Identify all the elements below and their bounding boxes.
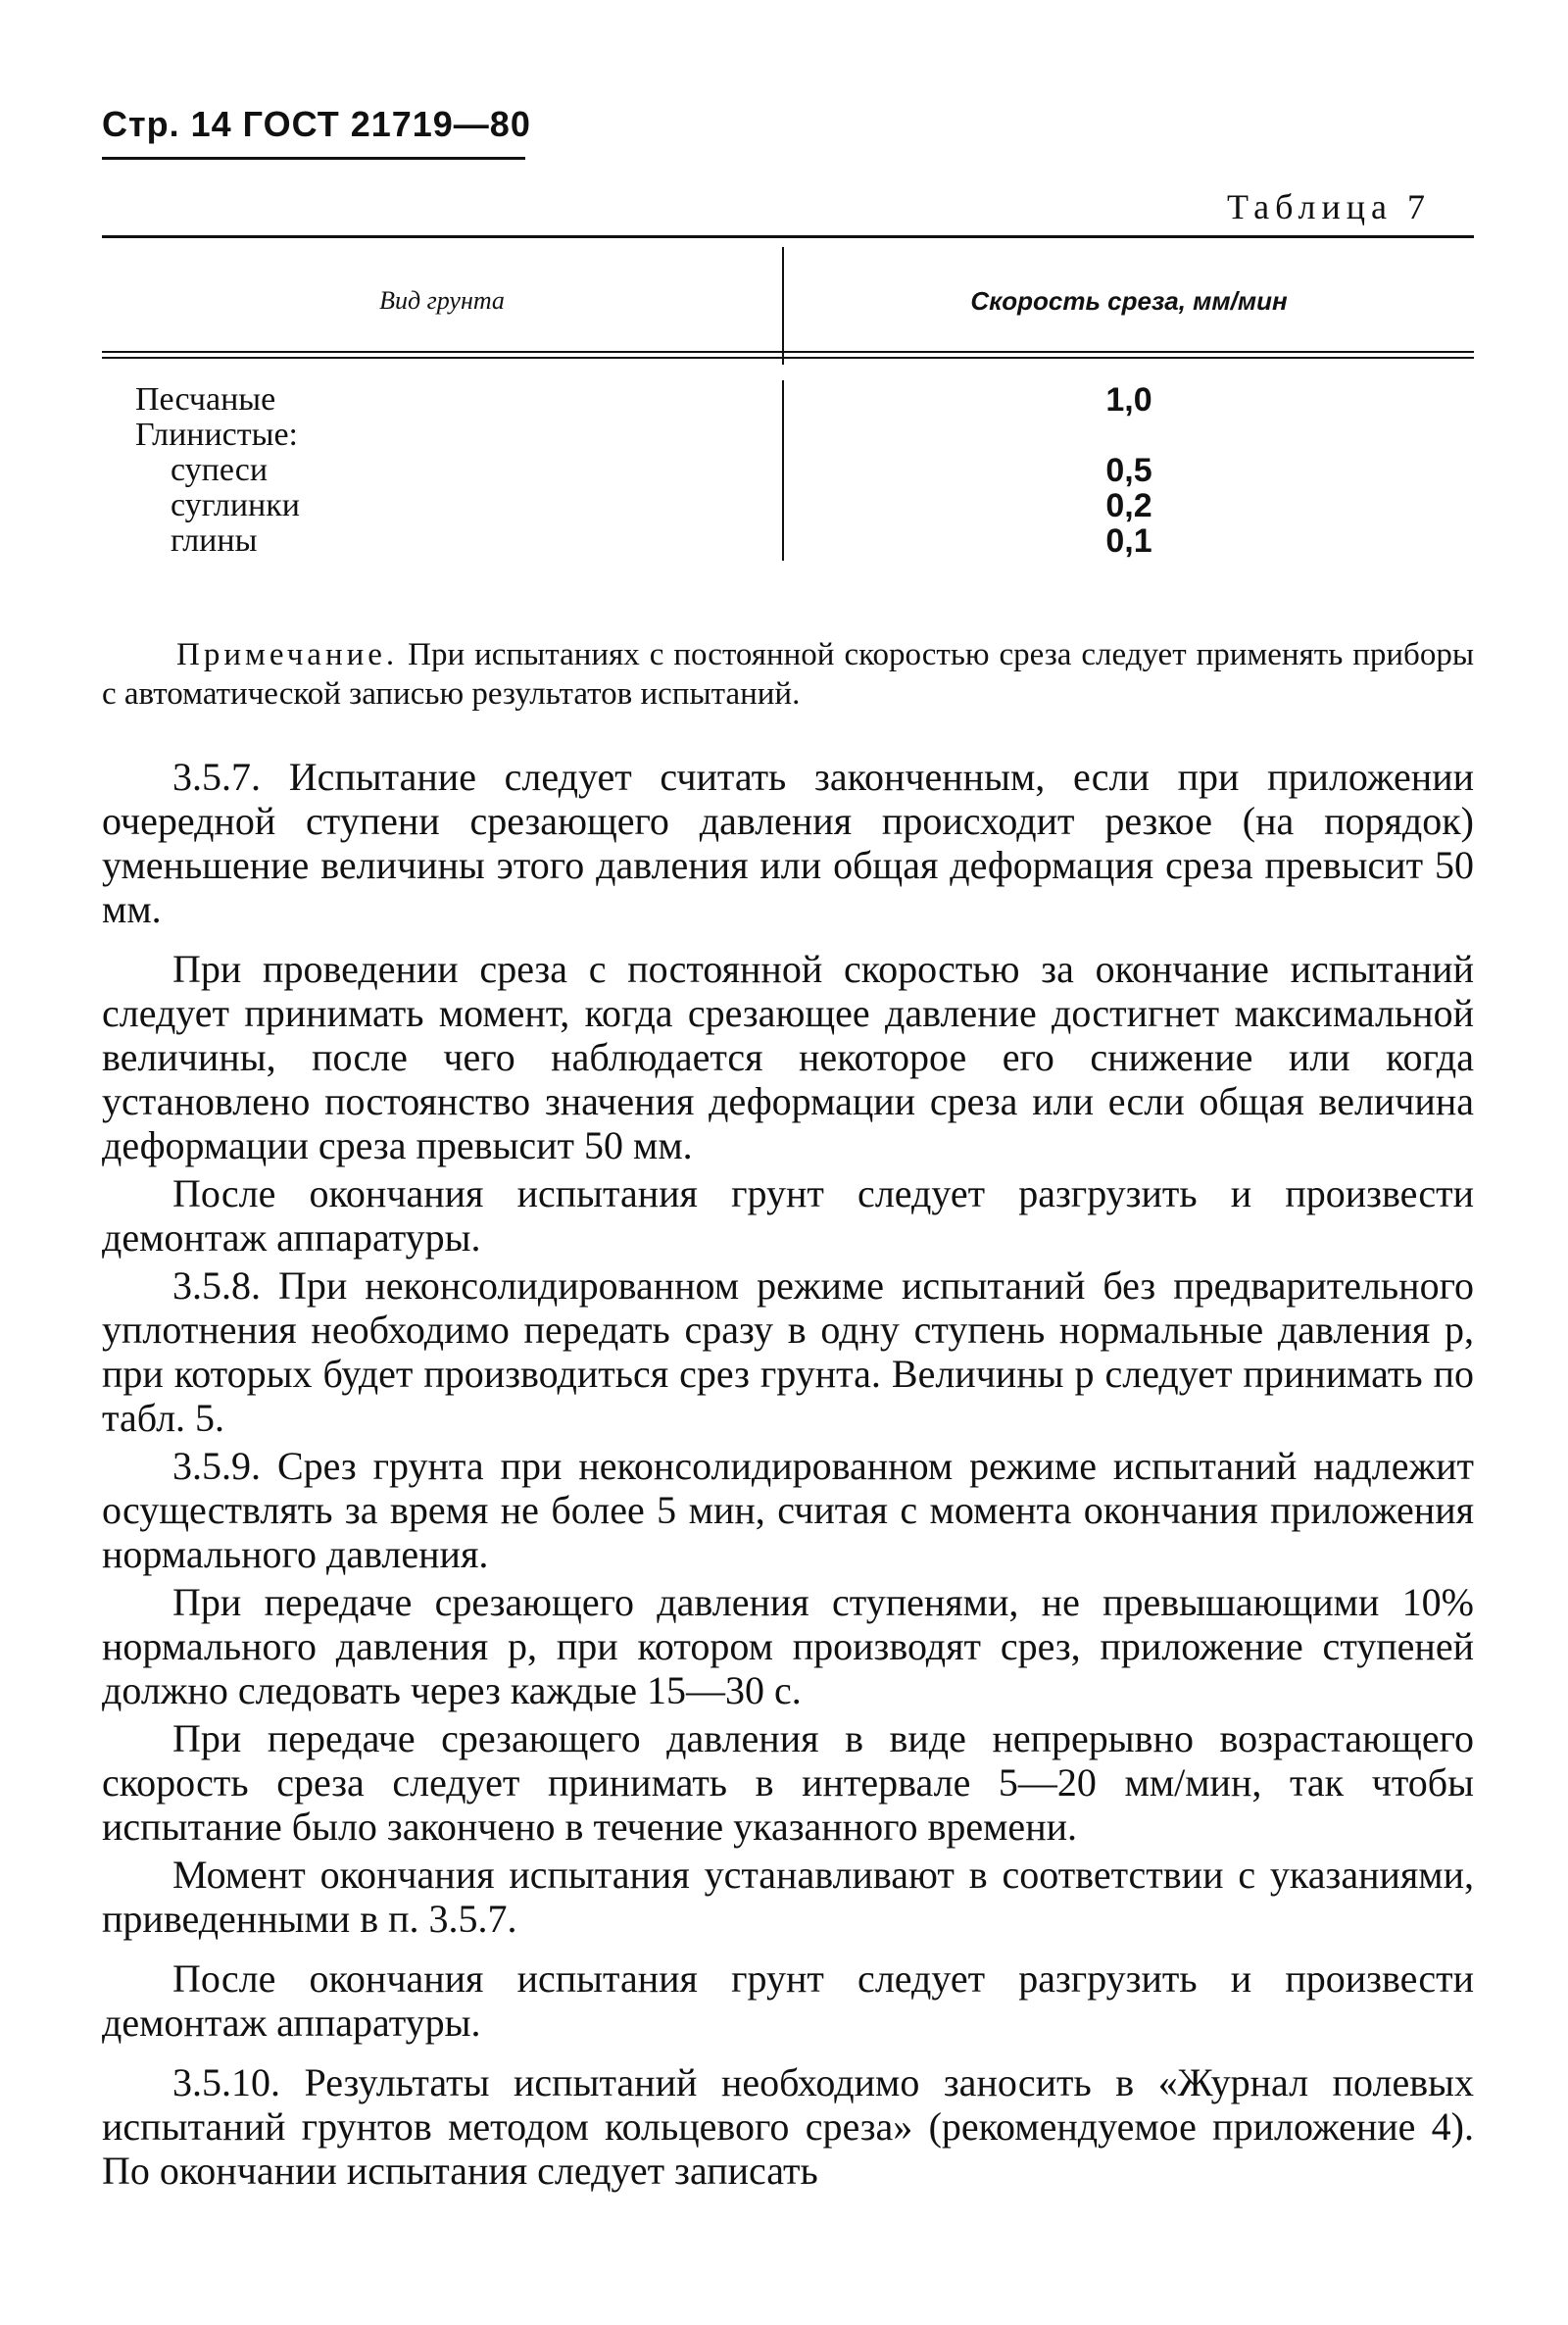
body-text	[102, 755, 1474, 2197]
page-header: Стр. 14 ГОСТ 21719—80	[102, 104, 531, 144]
table-row-soil: глины	[171, 522, 258, 559]
table-row-soil: супеси	[171, 452, 269, 488]
table-header-rule-double	[102, 357, 1474, 359]
column-header-soil: Вид грунта	[379, 286, 505, 315]
table-header-rule	[102, 351, 1474, 353]
table-row-soil: суглинки	[171, 487, 300, 523]
table-note	[102, 635, 1474, 714]
paragraph-3-5-10: 3.5.10. Результаты испытаний необходимо заносить в «Журнал полевых испытаний грунтов методом кольцевого среза» (рекомендуемое приложение 4). По окончании испытания следует записать	[102, 2060, 1474, 2193]
table-row-speed: 0,1	[1105, 522, 1152, 560]
table-label: Таблица 7	[1227, 187, 1431, 226]
table-row-speed: 1,0	[1105, 381, 1152, 419]
paragraph: Момент окончания испытания устанавливают в соответствии с указаниями, приведенными в п. 3.5.7.	[102, 1853, 1474, 1941]
shear-speed-column	[784, 382, 1474, 559]
paragraph: После окончания испытания грунт следует разгрузить и произвести демонтаж аппаратуры.	[102, 1171, 1474, 1260]
header-rule	[102, 157, 525, 160]
paragraph: При проведении среза с постоянной скоростью за окончание испытаний следует принимать момент, когда срезающее давление достигнет максимальной величины, после чего наблюдается некоторое его снижение или когда установлено постоянство значения деформации среза или если общая величина деформации среза превысит 50 мм.	[102, 947, 1474, 1167]
table-row-speed	[784, 418, 1474, 453]
table-row-soil: Песчаные	[135, 381, 276, 418]
table-row-speed: 0,5	[1105, 452, 1152, 489]
soil-speed-table	[102, 235, 1474, 598]
paragraph: После окончания испытания грунт следует разгрузить и произвести демонтаж аппаратуры.	[102, 1956, 1474, 2045]
column-header-speed: Скорость среза, мм/мин	[970, 286, 1288, 316]
note-text: При испытаниях с постоянной скоростью среза следует применять приборы с автоматической записью результатов испытаний.	[102, 637, 1474, 712]
table-row-speed: 0,2	[1105, 487, 1152, 524]
table-row-soil: Глинистые:	[135, 417, 298, 453]
paragraph: При передаче срезающего давления ступенями, не превышающими 10% нормального давления p, при котором производят срез, приложение ступеней должно следовать через каждые 15—30 с.	[102, 1580, 1474, 1712]
paragraph-3-5-8: 3.5.8. При неконсолидированном режиме испытаний без предварительного уплотнения необходимо передать сразу в одну ступень нормальные давления p, при которых будет производиться срез грунта. Величины p следует принимать по табл. 5.	[102, 1263, 1474, 1440]
paragraph-3-5-9: 3.5.9. Срез грунта при неконсолидированном режиме испытаний надлежит осуществлять за время не более 5 мин, считая с момента окончания приложения нормального давления.	[102, 1444, 1474, 1576]
table-top-rule	[102, 235, 1474, 238]
paragraph: При передаче срезающего давления в виде непрерывно возрастающего скорость среза следует принимать в интервале 5—20 мм/мин, так чтобы испытание было закончено в течение указанного времени.	[102, 1716, 1474, 1849]
soil-type-column	[135, 382, 300, 559]
paragraph-3-5-7: 3.5.7. Испытание следует считать законченным, если при приложении очередной ступени срезающего давления происходит резкое (на порядок) уменьшение величины этого давления или общая деформация среза превысит 50 мм.	[102, 755, 1474, 931]
note-label: Примечание.	[176, 637, 399, 672]
